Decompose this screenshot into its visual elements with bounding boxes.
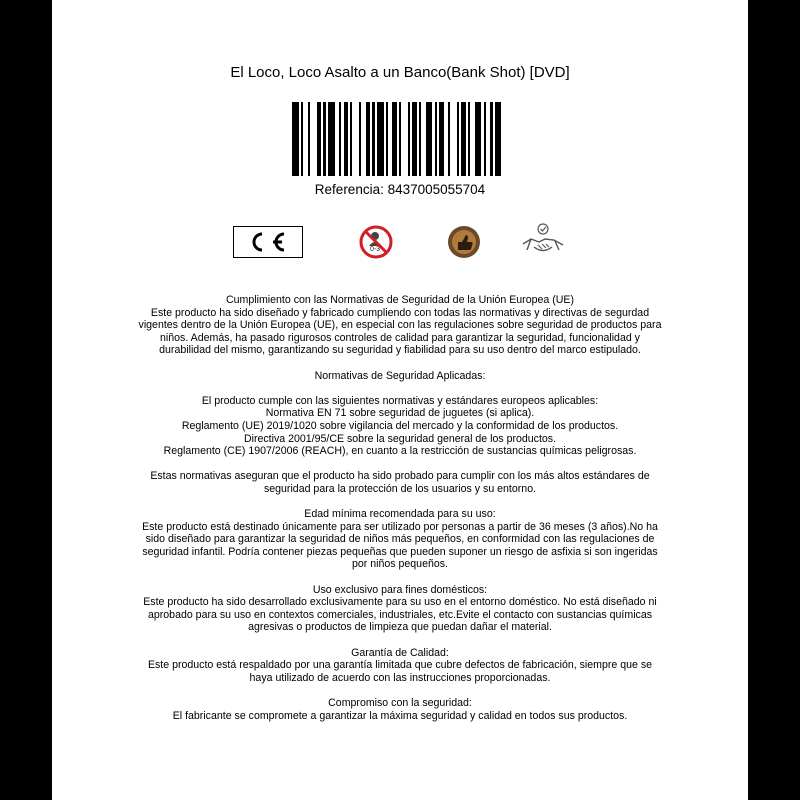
reference-number: Referencia: 8437005055704 bbox=[314, 182, 486, 197]
barcode-bar bbox=[426, 102, 433, 176]
barcode bbox=[292, 102, 504, 176]
paragraph-gap bbox=[114, 684, 686, 697]
paragraph-gap bbox=[114, 634, 686, 647]
barcode-bar bbox=[501, 102, 503, 176]
barcode-bar bbox=[377, 102, 384, 176]
section-line: Este producto está destinado únicamente para ser utilizado por personas a partir de 36 meses (3 años).No ha bbox=[142, 520, 658, 533]
handshake-check-icon bbox=[520, 220, 566, 260]
paragraph-gap bbox=[114, 496, 686, 509]
section-heading: Compromiso con la seguridad: bbox=[328, 697, 472, 709]
section-line: Reglamento (UE) 2019/1020 sobre vigilancia del mercado y la conformidad de los productos. bbox=[181, 419, 619, 432]
barcode-bar bbox=[475, 102, 482, 176]
barcode-bar bbox=[495, 102, 502, 176]
section-line: seguridad para la protección de los usuarios y su entorno. bbox=[263, 482, 537, 495]
section-line: seguridad infantil. Podría contener piezas pequeñas que pueden suponer un riesgo de asfixia si son ingeridas bbox=[142, 545, 658, 558]
section-line: aprobado para su uso en contextos comerciales, industriales, etc.Evite el contacto con sustancias químicas bbox=[147, 608, 653, 621]
not-for-children-0-3-icon bbox=[358, 224, 394, 260]
barcode-bar bbox=[292, 102, 299, 176]
quality-thumb-icon bbox=[446, 224, 482, 260]
section-line: agresivas o productos de limpieza que puedan dañar el material. bbox=[248, 621, 552, 634]
section-line: por niños pequeños. bbox=[351, 558, 448, 571]
document-page bbox=[52, 0, 748, 800]
paragraph-gap bbox=[114, 458, 686, 471]
ce-mark-icon bbox=[233, 226, 303, 258]
section-heading: Estas normativas aseguran que el producto ha sido probado para cumplir con los más altos estándares de bbox=[150, 470, 650, 483]
section-line: Este producto está respaldado por una garantía limitada que cubre defectos de fabricación, siempre que se bbox=[147, 659, 653, 672]
section-line: Normativa EN 71 sobre seguridad de juguetes (si aplica). bbox=[265, 407, 535, 420]
product-title: El Loco, Loco Asalto a un Banco(Bank Shot) [DVD] bbox=[230, 64, 570, 81]
age-range-label: 0-3 bbox=[369, 246, 381, 253]
barcode-bar bbox=[310, 102, 317, 176]
ce-mark-glyph bbox=[246, 231, 290, 253]
barcode-bar bbox=[401, 102, 408, 176]
section-line: niños. Además, ha pasado rigurosos controles de calidad para garantizar la seguridad, funcionalidad y bbox=[160, 331, 640, 344]
compliance-icons bbox=[52, 216, 748, 268]
section-heading: Uso exclusivo para fines domésticos: bbox=[312, 583, 488, 596]
paragraph-gap bbox=[114, 357, 686, 370]
section-heading: El producto cumple con las siguientes normativas y estándares europeos aplicables: bbox=[201, 394, 599, 407]
section-line: vigentes dentro de la Unión Europea (UE), en especial con las regulaciones sobre seguridad de productos para bbox=[138, 319, 662, 332]
section-heading: Garantía de Calidad: bbox=[351, 646, 449, 659]
paragraph-gap bbox=[114, 571, 686, 584]
section-heading: Edad mínima recomendada para su uso: bbox=[304, 508, 496, 521]
barcode-bar bbox=[450, 102, 457, 176]
section-line: haya utilizado de acuerdo con las instrucciones proporcionadas. bbox=[249, 671, 551, 684]
barcode-bar bbox=[328, 102, 335, 176]
section-line: El fabricante se compromete a garantizar la máxima seguridad y calidad en todos sus productos. bbox=[172, 709, 628, 722]
compliance-text bbox=[114, 294, 686, 722]
paragraph-gap bbox=[114, 382, 686, 395]
barcode-bar bbox=[352, 102, 359, 176]
section-line: durabilidad del mismo, garantizando su seguridad y fiabilidad para su uso dentro del marco estipulado. bbox=[159, 344, 641, 357]
section-line: Reglamento (CE) 1907/2006 (REACH), en cuanto a la restricción de sustancias químicas peligrosas. bbox=[163, 445, 637, 458]
section-heading: Cumplimiento con las Normativas de Seguridad de la Unión Europea (UE) bbox=[225, 294, 574, 306]
section-line: Este producto ha sido diseñado y fabricado cumpliendo con todas las normativas y directivas de segurdad bbox=[150, 306, 650, 319]
section-heading: Normativas de Seguridad Aplicadas: bbox=[314, 369, 486, 382]
section-line: Directiva 2001/95/CE sobre la seguridad general de los productos. bbox=[243, 432, 557, 445]
section-line: sido diseñado para garantizar la seguridad de niños más pequeños, en conformidad con las regulaciones de bbox=[145, 533, 655, 546]
section-line: Este producto ha sido desarrollado exclusivamente para su uso en el entorno doméstico. No está diseñado ni bbox=[143, 596, 657, 609]
